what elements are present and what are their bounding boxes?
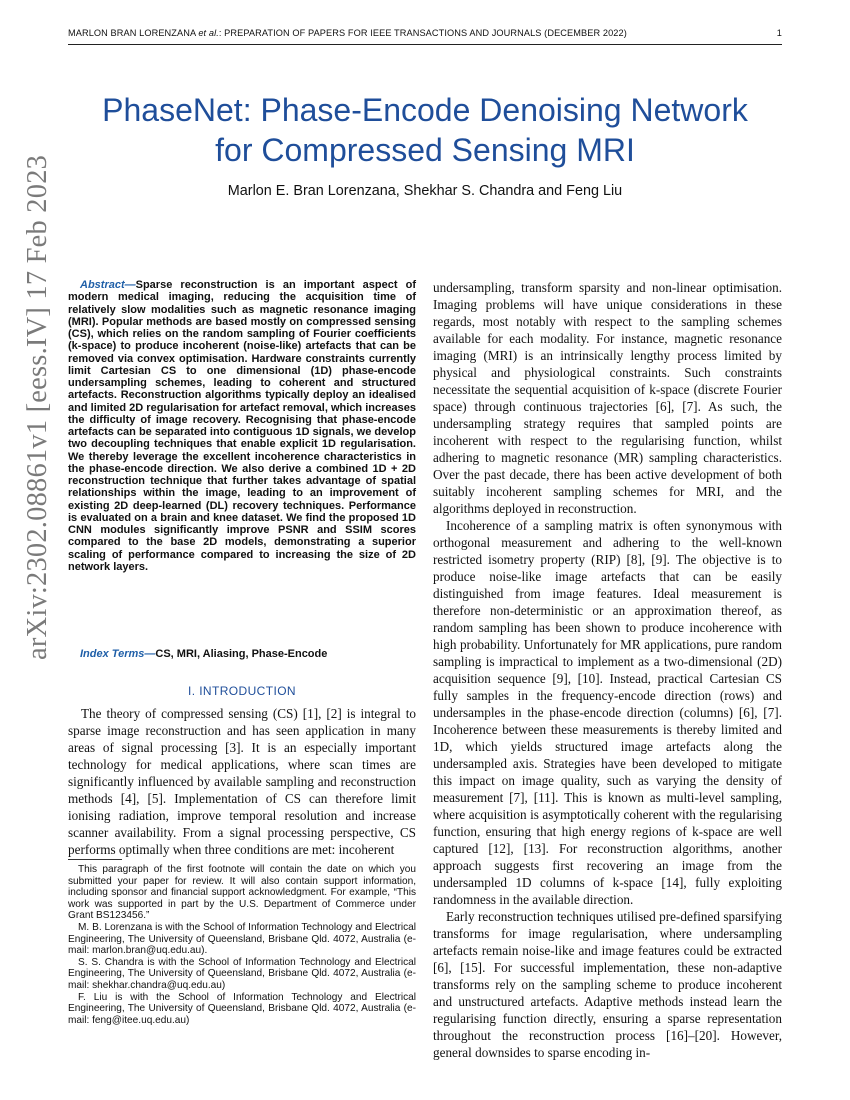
footnote-rule <box>68 859 122 860</box>
footnote-author-1: M. B. Lorenzana is with the School of Information Technology and Electrical Engineering, The University of Queensland, Brisbane Qld. 4072, Australia (e-mail: marlon.bran@uq.edu.au). <box>68 921 416 957</box>
index-terms-text: CS, MRI, Aliasing, Phase-Encode <box>155 648 328 660</box>
section-heading-introduction: I. INTRODUCTION <box>188 684 296 698</box>
intro-paragraph-left: The theory of compressed sensing (CS) [1], [2] is integral to sparse image reconstruction and has seen application in many areas of signal processing [3]. It is an especially important technology for medical applications, where scan times are significantly influenced by available sampling and reconstruction methods [4], [5]. Implementation of CS can therefore limit ionising radiation, improve temporal resolution and increase scanner availability. From a signal processing perspective, CS performs optimally when three conditions are met: incoherent <box>68 706 416 857</box>
footnotes <box>68 864 416 1026</box>
index-terms-label: Index Terms— <box>80 648 156 660</box>
page-number: 1 <box>776 28 782 38</box>
running-head-etal: et al. <box>198 28 219 38</box>
abstract-text: Sparse reconstruction is an important aspect of modern medical imaging, reducing the acquisition time of relatively slow modalities such as magnetic resonance imaging (MRI). Popular methods are based mostly on compressed sensing (CS), which relies on the random sampling of Fourier coefficients (k-space) to produce incoherent (noise-like) artefacts that can be removed via convex optimisation. Hardware constraints currently limit Cartesian CS to one dimensional (1D) phase-encode undersampling schemes, leading to coherent and structured artefacts. Reconstruction algorithms typically deploy an idealised and limited 2D regularisation for artefact removal, which increases the difficulty of image recovery. Recognising that phase-encode artefacts can be separated into contiguous 1D signals, we develop two decoupling techniques that enable explicit 1D regularisation. We thereby leverage the excellent incoherence characteristics in the phase-encode direction. We also derive a combined 1D + 2D reconstruction technique that further takes advantage of spatial relationships within the image, leading to an improvement of existing 2D deep-learned (DL) recovery techniques. Performance is evaluated on a brain and knee dataset. We find the proposed 1D CNN modules significantly improve PSNR and SSIM scores compared to the base 2D models, demonstrating a superior scaling of performance compared to increasing the size of 2D network layers. <box>68 279 416 573</box>
author-list: Marlon E. Bran Lorenzana, Shekhar S. Chandra and Feng Liu <box>227 183 623 199</box>
running-head <box>68 28 782 44</box>
arxiv-stamp: arXiv:2302.08861v1 [eess.IV] 17 Feb 2023 <box>22 154 53 660</box>
abstract <box>68 279 416 573</box>
title-line-1: PhaseNet: Phase-Encode Denoising Network <box>102 92 748 128</box>
running-head-prefix: MARLON BRAN LORENZANA <box>68 28 199 38</box>
body-paragraph-1: undersampling, transform sparsity and non-linear optimisation. Imaging problems will have unique considerations in these regards, most notably with respect to the sampling schemes available for each modality. For instance, magnetic resonance imaging (MRI) is an intrinsically lengthy process limited by physical and physiological constraints. Such constraints necessitate the sequential acquisition of k-space (discrete Fourier space) through continuous trajectories [6], [7]. As such, the undersampling strategy requires that sampled points are incoherent with respect to the regularising function, whilst adhering to magnetic resonance (MR) sampling characteristics. Over the past decade, there has been active development of both suitably incoherent sampling schemes for MRI, and the algorithms deployed in reconstruction. <box>433 280 782 516</box>
title-line-2: for Compressed Sensing MRI <box>215 132 635 168</box>
running-head-suffix: : PREPARATION OF PAPERS FOR IEEE TRANSACTIONS AND JOURNALS (DECEMBER 2022) <box>218 28 627 38</box>
index-terms <box>68 648 416 661</box>
paper-title <box>60 90 790 170</box>
header-rule <box>68 44 782 45</box>
right-column-body <box>433 279 782 1061</box>
footnote-author-2: S. S. Chandra is with the School of Information Technology and Electrical Engineering, The University of Queensland, Brisbane Qld. 4072, Australia (e-mail: shekhar.chandra@uq.edu.au) <box>68 956 416 991</box>
body-paragraph-2: Incoherence of a sampling matrix is often synonymous with orthogonal measurement and adhering to the well-known restricted isometry property (RIP) [8], [9]. The objective is to produce noise-like image artefacts that can be easily distinguished from image features. Ideal measurement is therefore non-deterministic or an approximation thereof, as random sampling has been shown to produce incoherence with high probability. Unfortunately for MR applications, pure random sampling is impractical to implement as a two-dimensional (2D) acquisition sequence [9], [10]. Instead, practical Cartesian CS fully samples in the frequency-encode direction (rows) and undersamples in the phase-encode direction (columns) [6], [7]. Incoherence between these measurements is thereby limited and 1D, which yields structured image artefacts along the undersampled axis. Strategies have been developed to mitigate this impact on image quality, such as varying the density of measurement [7], [11]. This is known as multi-level sampling, where acquisition is asymptotically coherent with the regularising function, ensuring that high energy regions of k-space are well captured [12], [13]. For reconstruction algorithms, another approach suggests first recovering an image from the undersampled 1D columns of k-space [14], fully exploiting randomness in the available direction. <box>433 518 782 907</box>
body-paragraph-3: Early reconstruction techniques utilised pre-defined sparsifying transforms for image regularisation, where undersampling artefacts remain noise-like and image features could be extracted [6], [15]. For successful implementation, these non-adaptive transforms rely on the sampling scheme to produce incoherent and unstructured artefacts. Adaptive methods instead learn the regularising function directly, ensuring a sparse representation throughout the reconstruction process [16]–[20]. However, general downsides to sparse encoding in- <box>433 909 782 1060</box>
footnote-author-3: F. Liu is with the School of Information Technology and Electrical Engineering, The University of Queensland, Brisbane Qld. 4072, Australia (e-mail: feng@itee.uq.edu.au) <box>68 991 416 1026</box>
footnote-funding: This paragraph of the first footnote will contain the date on which you submitted your paper for review. It will also contain support information, including sponsor and financial support acknowledgment. For example, “This work was supported in part by the U.S. Department of Commerce under Grant BS123456.” <box>68 864 416 922</box>
abstract-label: Abstract— <box>80 279 136 291</box>
